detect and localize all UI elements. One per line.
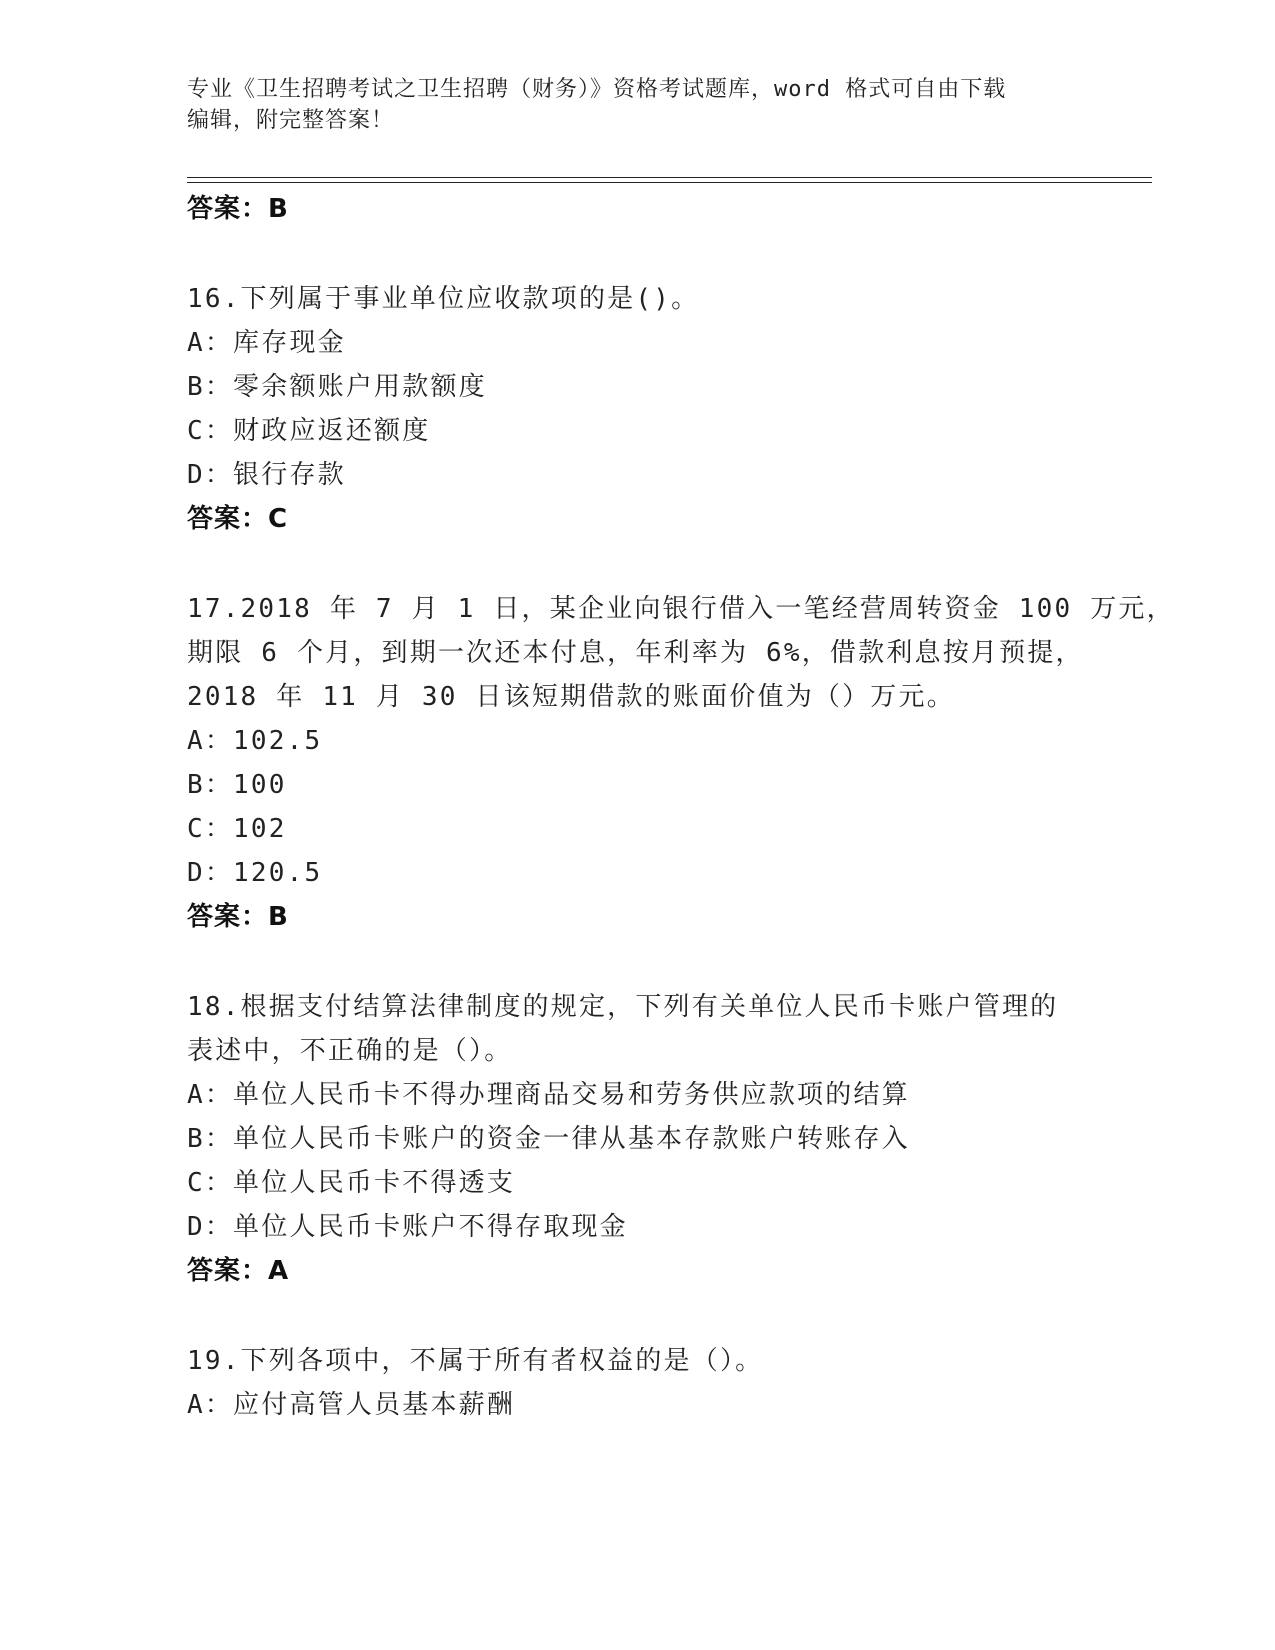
q18-option-d: D：单位人民币卡账户不得存取现金 bbox=[187, 1212, 628, 1242]
q17-stem-line-3: 2018 年 11 月 30 日该短期借款的账面价值为（）万元。 bbox=[187, 682, 955, 712]
q16-option-d: D：银行存款 bbox=[187, 460, 346, 490]
q19-option-a: A：应付高管人员基本薪酬 bbox=[187, 1390, 516, 1420]
q17-option-d: D：120.5 bbox=[187, 858, 323, 888]
header-rule-bottom bbox=[187, 182, 1152, 183]
header-line-1: 专业《卫生招聘考试之卫生招聘（财务）》资格考试题库，word 格式可自由下载 bbox=[187, 77, 1007, 102]
q16-option-b: B：零余额账户用款额度 bbox=[187, 372, 487, 402]
q16-answer: 答案：C bbox=[187, 504, 289, 534]
q16-stem: 16.下列属于事业单位应收款项的是()。 bbox=[187, 284, 700, 314]
q16-option-c: C：财政应返还额度 bbox=[187, 416, 431, 446]
q17-option-a: A：102.5 bbox=[187, 726, 323, 756]
previous-answer: 答案：B bbox=[187, 194, 289, 224]
q18-option-c: C：单位人民币卡不得透支 bbox=[187, 1168, 516, 1198]
header-line-2: 编辑，附完整答案！ bbox=[187, 108, 395, 133]
q18-stem-line-2: 表述中，不正确的是（）。 bbox=[187, 1036, 513, 1066]
q18-answer: 答案：A bbox=[187, 1256, 290, 1286]
header-rule-top bbox=[187, 177, 1152, 178]
q19-stem: 19.下列各项中，不属于所有者权益的是（）。 bbox=[187, 1346, 764, 1376]
document-header bbox=[187, 74, 1067, 136]
q17-stem-line-2: 期限 6 个月，到期一次还本付息，年利率为 6%，借款利息按月预提， bbox=[187, 638, 1084, 668]
q18-stem-line-1: 18.根据支付结算法律制度的规定，下列有关单位人民币卡账户管理的 bbox=[187, 992, 1059, 1022]
q17-stem-line-1: 17.2018 年 7 月 1 日，某企业向银行借入一笔经营周转资金 100 万元， bbox=[187, 594, 1175, 624]
q17-option-b: B：100 bbox=[187, 770, 287, 800]
q17-option-c: C：102 bbox=[187, 814, 287, 844]
q18-option-a: A：单位人民币卡不得办理商品交易和劳务供应款项的结算 bbox=[187, 1080, 910, 1110]
q18-option-b: B：单位人民币卡账户的资金一律从基本存款账户转账存入 bbox=[187, 1124, 910, 1154]
q16-option-a: A：库存现金 bbox=[187, 328, 346, 358]
q17-answer: 答案：B bbox=[187, 902, 289, 932]
